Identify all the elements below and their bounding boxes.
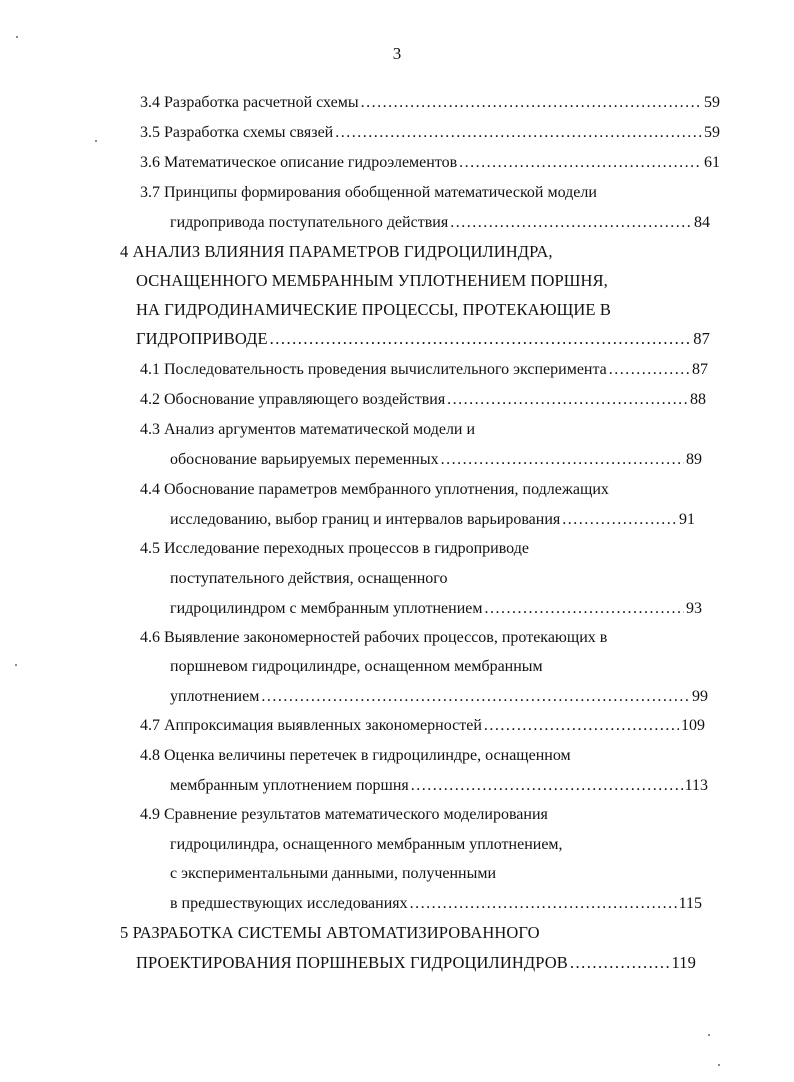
toc-entry-3-7-line1: 3.7 Принципы формирования обобщенной математической модели bbox=[140, 184, 597, 201]
toc-entry-title: 4.2 Обоснование управляющего воздействия bbox=[140, 391, 446, 408]
scan-speck bbox=[708, 1034, 710, 1036]
toc-page-number: 99 bbox=[692, 688, 708, 705]
toc-entry-4-9-line3: с экспериментальными данными, полученными bbox=[170, 865, 497, 882]
toc-page-number: 87 bbox=[692, 361, 708, 378]
toc-entry-title: гидропривода поступательного действия bbox=[170, 214, 449, 231]
toc-page-number: 109 bbox=[681, 717, 705, 734]
leader-dots bbox=[361, 93, 702, 113]
toc-entry-4-6-line2: поршневом гидроцилиндре, оснащенном мембранным bbox=[170, 658, 543, 675]
scan-speck bbox=[718, 1064, 720, 1066]
toc-entry-4-7 bbox=[140, 716, 705, 736]
toc-page-number: 115 bbox=[678, 895, 702, 912]
toc-entry-4-6-line1: 4.6 Выявление закономерностей рабочих процессов, протекающих в bbox=[140, 629, 608, 646]
toc-entry-title: уплотнением bbox=[170, 688, 260, 705]
leader-dots bbox=[441, 450, 684, 470]
toc-entry-4-3-line1: 4.3 Анализ аргументов математической модели и bbox=[140, 421, 476, 438]
toc-entry-4-1 bbox=[140, 360, 708, 380]
leader-dots bbox=[270, 329, 692, 349]
leader-dots bbox=[484, 716, 679, 736]
toc-entry-title: гидроцилиндром с мембранным уплотнением bbox=[170, 600, 483, 617]
toc-page-number: 59 bbox=[704, 124, 720, 141]
toc-entry-4-5-line3 bbox=[170, 599, 702, 619]
page-number: 3 bbox=[392, 44, 402, 63]
toc-page-number: 91 bbox=[679, 511, 695, 528]
toc-entry-title: обоснование варьируемых переменных bbox=[170, 451, 439, 468]
toc-entry-3-6 bbox=[140, 153, 720, 173]
toc-entry-4-4-line2 bbox=[170, 510, 695, 530]
toc-entry-4-4-line1: 4.4 Обоснование параметров мембранного уплотнения, подлежащих bbox=[140, 481, 609, 498]
leader-dots bbox=[570, 953, 670, 973]
toc-chapter-4-line1: 4 АНАЛИЗ ВЛИЯНИЯ ПАРАМЕТРОВ ГИДРОЦИЛИНДРА, bbox=[120, 242, 553, 261]
toc-entry-3-7-line2 bbox=[170, 213, 710, 233]
toc-chapter-4-line2: ОСНАЩЕННОГО МЕМБРАННЫМ УПЛОТНЕНИЕМ ПОРШНЯ, bbox=[136, 271, 608, 290]
leader-dots bbox=[485, 599, 685, 619]
leader-dots bbox=[609, 360, 690, 380]
leader-dots bbox=[562, 510, 677, 530]
toc-entry-4-5-line2: поступательного действия, оснащенного bbox=[170, 570, 448, 587]
leader-dots bbox=[335, 123, 702, 143]
toc-page-number: 61 bbox=[704, 154, 720, 171]
toc-page-number: 59 bbox=[704, 94, 720, 111]
scan-speck bbox=[16, 36, 18, 38]
leader-dots bbox=[447, 390, 688, 410]
leader-dots bbox=[410, 894, 677, 914]
toc-entry-title: 3.5 Разработка схемы связей bbox=[140, 124, 334, 141]
toc-page-number: 119 bbox=[671, 953, 696, 972]
toc-page-number: 113 bbox=[684, 777, 708, 794]
toc-chapter-4-line3: НА ГИДРОДИНАМИЧЕСКИЕ ПРОЦЕССЫ, ПРОТЕКАЮЩИЕ В bbox=[136, 300, 611, 319]
leader-dots bbox=[411, 776, 683, 796]
toc-entry-title: 3.6 Математическое описание гидроэлементов bbox=[140, 154, 458, 171]
toc-entry-title: 4.1 Последовательность проведения вычислительного эксперимента bbox=[140, 361, 607, 378]
toc-entry-3-4 bbox=[140, 93, 720, 113]
toc-entry-4-9-line4 bbox=[170, 894, 702, 914]
toc-entry-4-9-line2: гидроцилиндра, оснащенного мембранным уплотнением, bbox=[170, 836, 563, 853]
toc-page-number: 88 bbox=[690, 391, 706, 408]
toc-entry-3-5 bbox=[140, 123, 720, 143]
toc-entry-4-5-line1: 4.5 Исследование переходных процессов в гидроприводе bbox=[140, 540, 529, 557]
toc-page-number: 87 bbox=[693, 329, 710, 348]
leader-dots bbox=[450, 213, 692, 233]
toc-entry-title: ГИДРОПРИВОДЕ bbox=[136, 329, 268, 348]
toc-entry-title: в предшествующих исследованиях bbox=[170, 895, 408, 912]
toc-entry-4-6-line3 bbox=[170, 687, 708, 707]
toc-entry-4-8-line2 bbox=[170, 776, 708, 796]
toc-chapter-5-line1: 5 РАЗРАБОТКА СИСТЕМЫ АВТОМАТИЗИРОВАННОГО bbox=[120, 923, 540, 942]
toc-page-number: 84 bbox=[694, 214, 710, 231]
toc-entry-4-2 bbox=[140, 390, 706, 410]
toc-entry-title: мембранным уплотнением поршня bbox=[170, 777, 409, 794]
toc-entry-4-9-line1: 4.9 Сравнение результатов математического моделирования bbox=[140, 806, 548, 823]
scan-speck bbox=[95, 140, 97, 142]
toc-entry-4-8-line1: 4.8 Оценка величины перетечек в гидроцилиндре, оснащенном bbox=[140, 747, 571, 764]
toc-entry-title: ПРОЕКТИРОВАНИЯ ПОРШНЕВЫХ ГИДРОЦИЛИНДРОВ bbox=[136, 953, 568, 972]
toc-page-number: 89 bbox=[686, 451, 702, 468]
toc-entry-title: исследованию, выбор границ и интервалов варьирования bbox=[170, 511, 561, 528]
scan-speck bbox=[15, 664, 17, 666]
leader-dots bbox=[459, 153, 702, 173]
toc-chapter-5-line2 bbox=[136, 953, 696, 973]
toc-entry-title: 4.7 Аппроксимация выявленных закономерностей bbox=[140, 717, 482, 734]
toc-entry-4-3-line2 bbox=[170, 450, 702, 470]
leader-dots bbox=[261, 687, 690, 707]
toc-page-number: 93 bbox=[686, 600, 702, 617]
toc-chapter-4-line4 bbox=[136, 329, 710, 349]
toc-entry-title: 3.4 Разработка расчетной схемы bbox=[140, 94, 359, 111]
